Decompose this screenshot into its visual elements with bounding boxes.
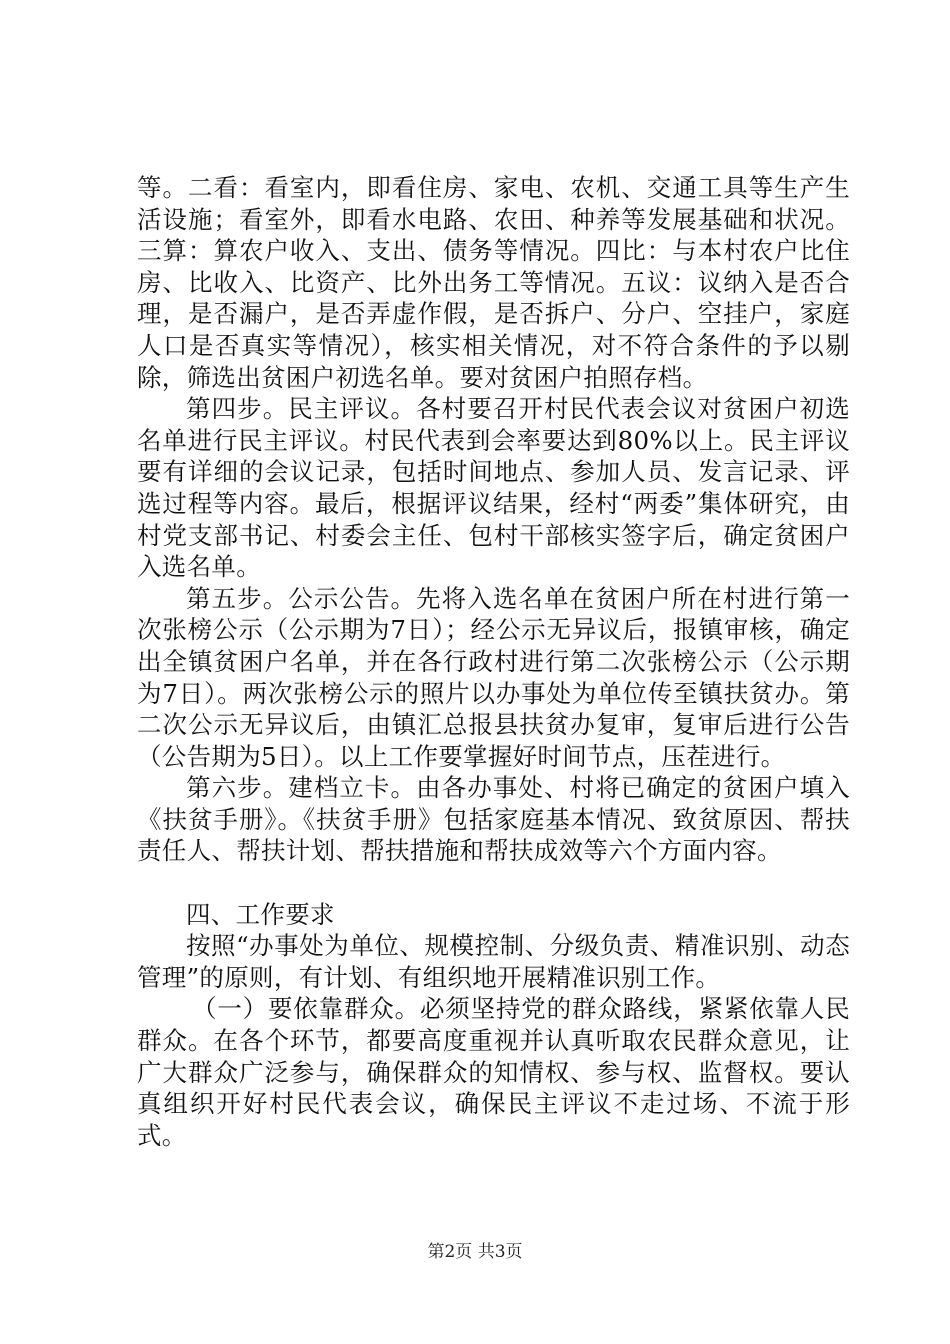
paragraph-step-five: 第五步。公示公告。先将入选名单在贫困户所在村进行第一次张榜公示（公示期为7日）；经公示无异议后，报镇审核，确定出全镇贫困户名单，并在各行政村进行第二次张榜公示（公示期为7日）。两次张榜公示的照片以办事处为单位传至镇扶贫办。第二次公示无异议后，由镇汇总报县扶贫办复审，复审后进行公告（公告期为5日）。以上工作要掌握好时间节点，压茬进行。 (137, 583, 850, 771)
paragraph-principles: 按照“办事处为单位、规模控制、分级负责、精准识别、动态管理”的原则，有计划、有组织地开展精准识别工作。 (137, 931, 850, 992)
blank-line (137, 867, 850, 899)
paragraph-step-four: 第四步。民主评议。各村要召开村民代表会议对贫困户初选名单进行民主评议。村民代表到会率要达到80%以上。民主评议要有详细的会议记录，包括时间地点、参加人员、发言记录、评选过程等内容。最后，根据评议结果，经村“两委”集体研究，由村党支部书记、村委会主任、包村干部核实签字后，确定贫困户入选名单。 (137, 394, 850, 582)
paragraph-step-six: 第六步。建档立卡。由各办事处、村将已确定的贫困户填入《扶贫手册》。《扶贫手册》包括家庭基本情况、致贫原因、帮扶责任人、帮扶计划、帮扶措施和帮扶成效等六个方面内容。 (137, 773, 850, 866)
section-heading: 四、工作要求 (186, 899, 335, 929)
paragraph-continued: 等。二看：看室内，即看住房、家电、农机、交通工具等生产生活设施；看室外，即看水电路、农田、种养等发展基础和状况。三算：算农户收入、支出、债务等情况。四比：与本村农户比住房、比收入、比资产、比外出务工等情况。五议：议纳入是否合理，是否漏户，是否弄虚作假，是否拆户、分户、空挂户，家庭人口是否真实等情况），核实相关情况，对不符合条件的予以剔除，筛选出贫困户初选名单。要对贫困户拍照存档。 (137, 173, 850, 392)
document-body (137, 172, 850, 1151)
page-footer: 第2页 共3页 (427, 1242, 523, 1262)
paragraph-rely-on-masses: （一）要依靠群众。必须坚持党的群众路线，紧紧依靠人民群众。在各个环节，都要高度重视并认真听取农民群众意见，让广大群众广泛参与，确保群众的知情权、参与权、监督权。要认真组织开好村民代表会议，确保民主评议不走过场、不流于形式。 (137, 994, 850, 1150)
